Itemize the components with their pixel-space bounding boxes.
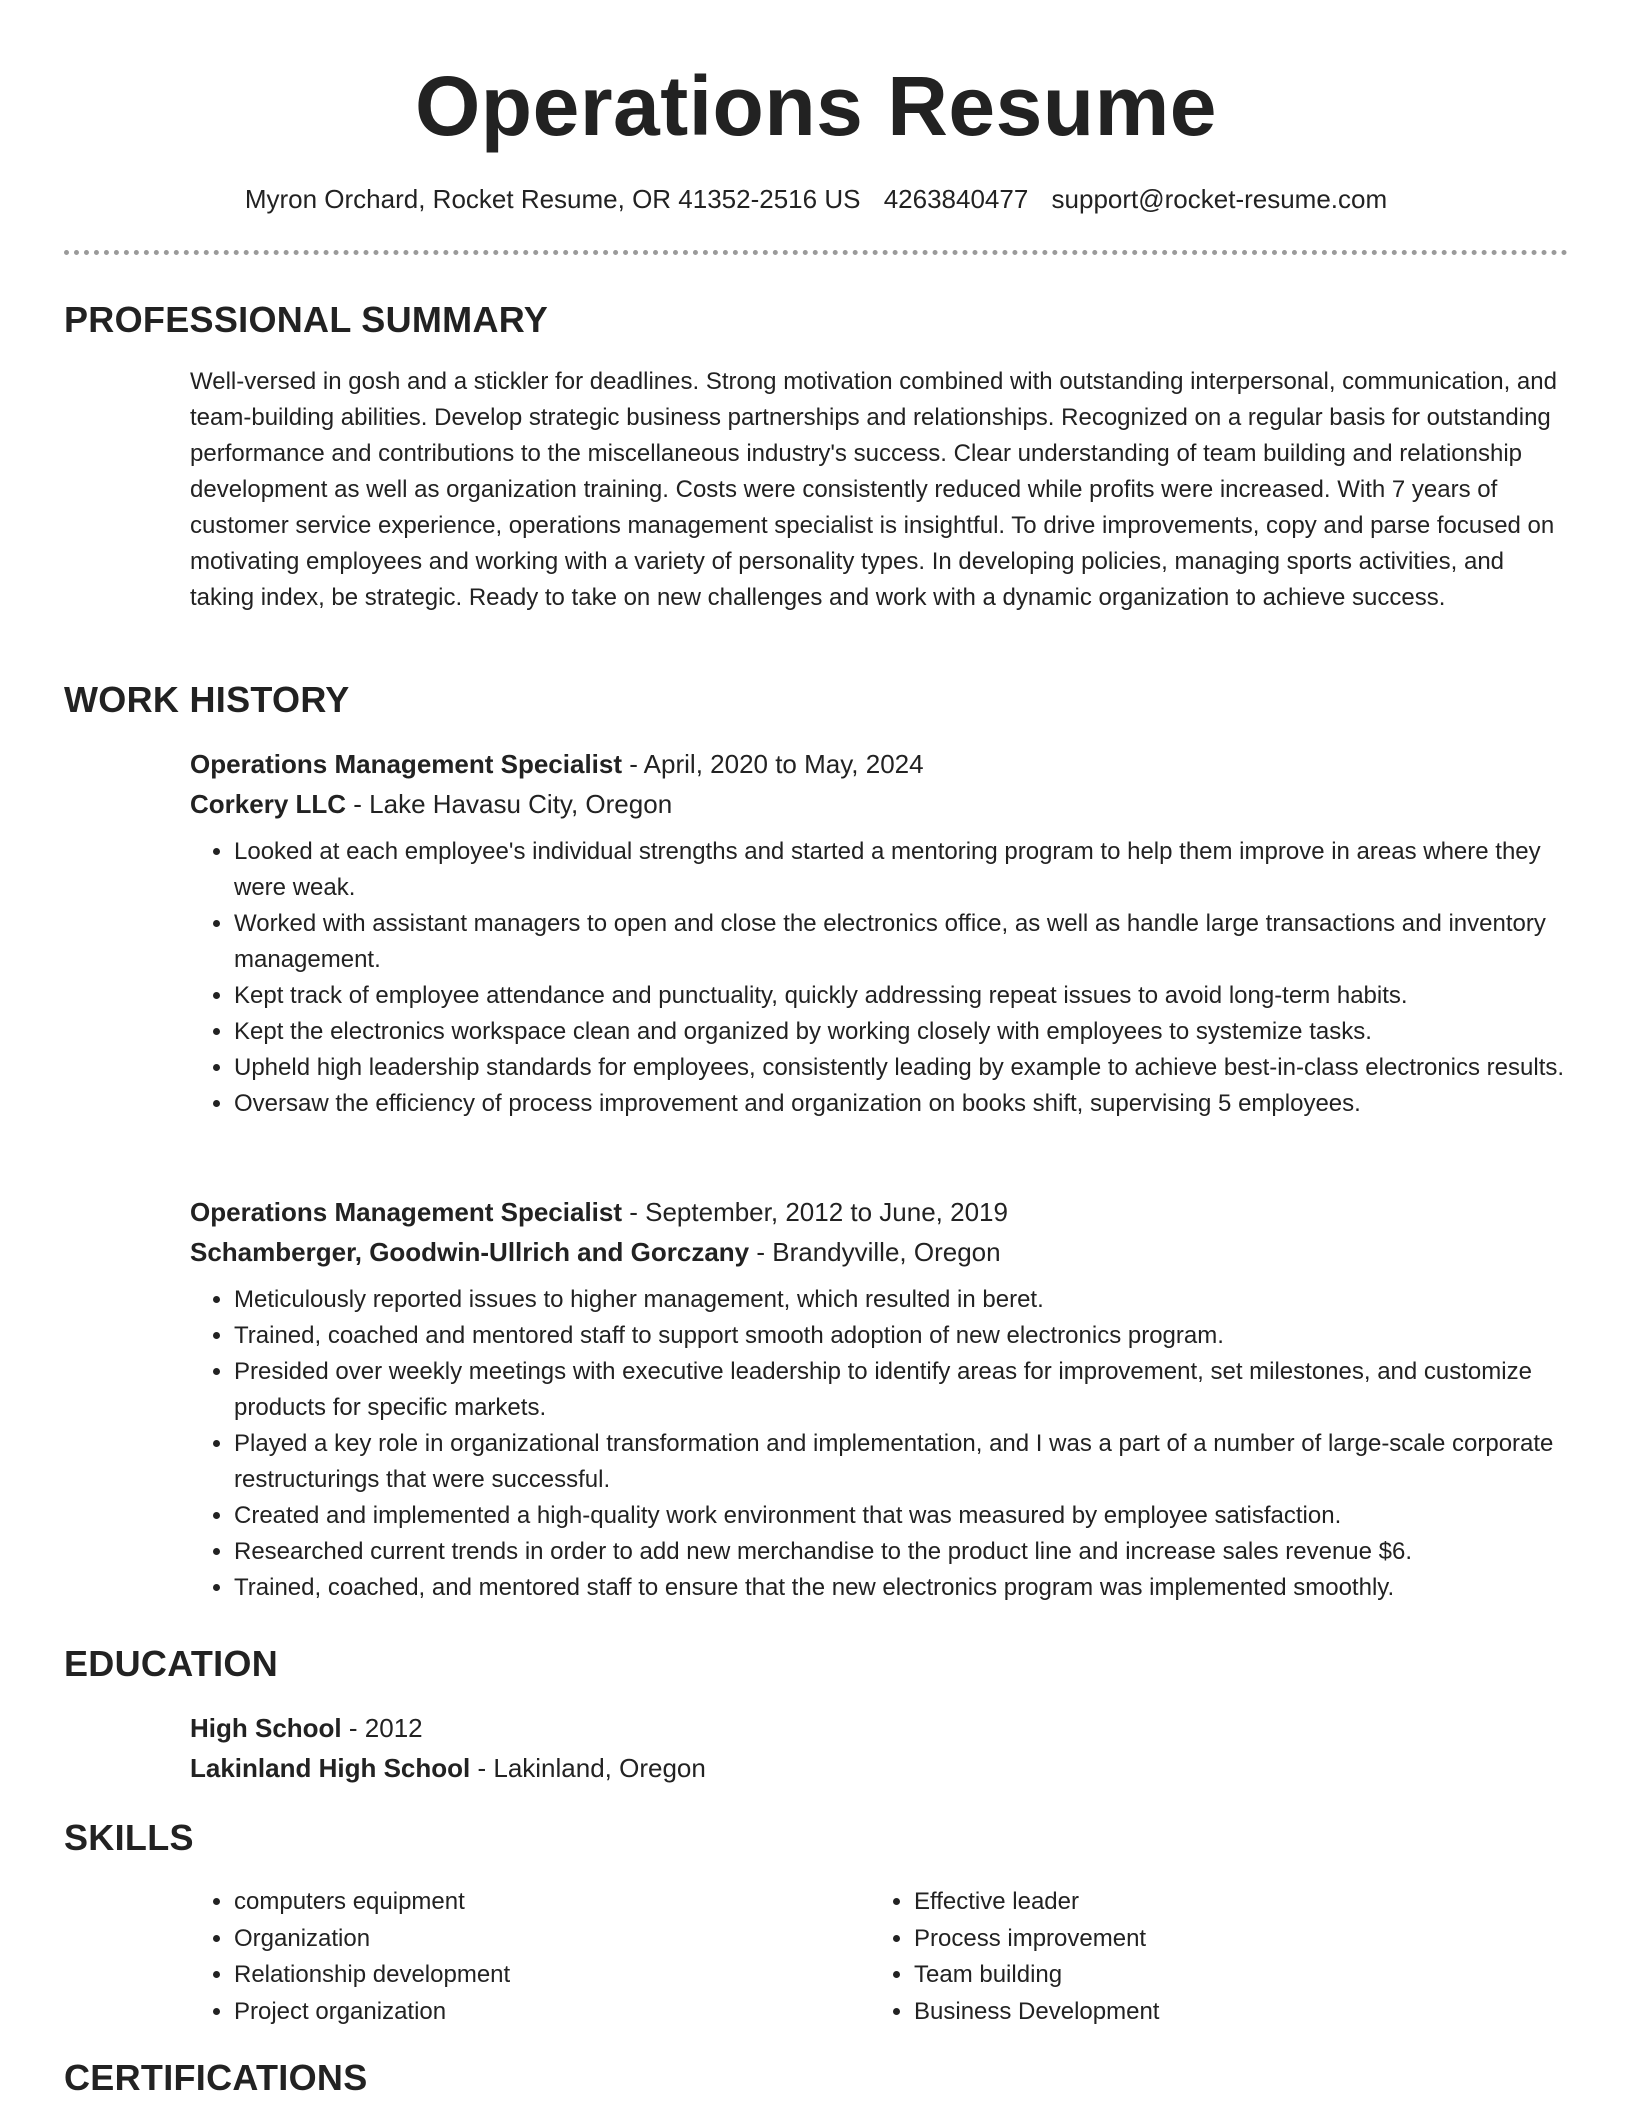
summary-block [190, 364, 1570, 616]
education-heading: EDUCATION [64, 1643, 279, 1684]
certifications-heading: CERTIFICATIONS [64, 2057, 368, 2098]
work-history-heading: WORK HISTORY [64, 679, 350, 720]
job-location: - Lake Havasu City, Oregon [346, 789, 673, 819]
job-bullets [190, 834, 1570, 1122]
skill-item: • Business Development [914, 1994, 1470, 2031]
skills-column-left [190, 1884, 790, 2030]
job-company: Schamberger, Goodwin-Ullrich and Gorczany [190, 1237, 750, 1267]
job-location: - Brandyville, Oregon [749, 1237, 1001, 1267]
contact-line [0, 182, 1632, 216]
skill-item: • Relationship development [234, 1957, 790, 1994]
skill-item: • computers equipment [234, 1884, 790, 1921]
education-year: - 2012 [341, 1713, 423, 1743]
job-dates: - September, 2012 to June, 2019 [622, 1197, 1008, 1227]
skills-heading: SKILLS [64, 1817, 194, 1858]
list-item: • Worked with assistant managers to open and close the electronics office, as well as handle large transactions and inventory management. [234, 906, 1570, 978]
summary-text: Well-versed in gosh and a stickler for deadlines. Strong motivation combined with outstanding interpersonal, communication, and team-building abilities. Develop strategic business partnerships and relationships. Recognized on a regular basis for outstanding performance and contributions to the miscellaneous industry's success. Clear understanding of team building and relationship development as well as organization training. Costs were consistently reduced while profits were increased. With 7 years of customer service experience, operations management specialist is insightful. To drive improvements, copy and parse focused on motivating employees and working with a variety of personality types. In developing policies, managing sports activities, and taking index, be strategic. Ready to take on new challenges and work with a dynamic organization to achieve success. [190, 368, 1557, 611]
job-entry-1 [190, 744, 1570, 1122]
skill-item: • Organization [234, 1921, 790, 1958]
list-item: • Trained, coached and mentored staff to support smooth adoption of new electronics program. [234, 1318, 1570, 1354]
list-item: • Presided over weekly meetings with executive leadership to identify areas for improvement, set milestones, and customize products for specific markets. [234, 1354, 1570, 1426]
education-entry [190, 1708, 1570, 1788]
job-bullets [190, 1282, 1570, 1606]
list-item: • Trained, coached, and mentored staff to ensure that the new electronics program was implemented smoothly. [234, 1570, 1570, 1606]
job-title-line [190, 1192, 1570, 1232]
summary-heading: PROFESSIONAL SUMMARY [64, 299, 549, 340]
job-entry-2 [190, 1192, 1570, 1606]
resume-title: Operations Resume [414, 59, 1218, 153]
skills-column-right [870, 1884, 1470, 2030]
education-degree-line [190, 1708, 1570, 1748]
list-item: • Meticulously reported issues to higher management, which resulted in beret. [234, 1282, 1570, 1318]
education-school: Lakinland High School [190, 1753, 471, 1783]
skill-item: • Team building [914, 1957, 1470, 1994]
list-item: • Played a key role in organizational transformation and implementation, and I was a part of a number of large-scale corporate restructurings that were successful. [234, 1426, 1570, 1498]
list-item: • Kept the electronics workspace clean and organized by working closely with employees to systemize tasks. [234, 1014, 1570, 1050]
education-location: - Lakinland, Oregon [470, 1753, 706, 1783]
list-item: • Researched current trends in order to add new merchandise to the product line and increase sales revenue $6. [234, 1534, 1570, 1570]
job-title: Operations Management Specialist [190, 1197, 623, 1227]
job-title-line [190, 744, 1570, 784]
skill-item: • Effective leader [914, 1884, 1470, 1921]
education-school-line [190, 1748, 1570, 1788]
header-divider [64, 250, 1568, 255]
job-company-line [190, 1232, 1570, 1272]
contact-email: support@rocket-resume.com [1051, 184, 1388, 214]
job-dates: - April, 2020 to May, 2024 [622, 749, 924, 779]
job-company-line [190, 784, 1570, 824]
list-item: • Looked at each employee's individual strengths and started a mentoring program to help them improve in areas where they were weak. [234, 834, 1570, 906]
skill-item: • Process improvement [914, 1921, 1470, 1958]
list-item: • Upheld high leadership standards for employees, consistently leading by example to achieve best-in-class electronics results. [234, 1050, 1570, 1086]
job-title: Operations Management Specialist [190, 749, 623, 779]
skill-item: • Project organization [234, 1994, 790, 2031]
contact-phone: 4263840477 [883, 184, 1029, 214]
list-item: • Oversaw the efficiency of process improvement and organization on books shift, supervising 5 employees. [234, 1086, 1570, 1122]
list-item: • Kept track of employee attendance and punctuality, quickly addressing repeat issues to avoid long-term habits. [234, 978, 1570, 1014]
contact-address: Myron Orchard, Rocket Resume, OR 41352-2516 US [244, 184, 861, 214]
list-item: • Created and implemented a high-quality work environment that was measured by employee satisfaction. [234, 1498, 1570, 1534]
job-company: Corkery LLC [190, 789, 347, 819]
education-degree: High School [190, 1713, 342, 1743]
